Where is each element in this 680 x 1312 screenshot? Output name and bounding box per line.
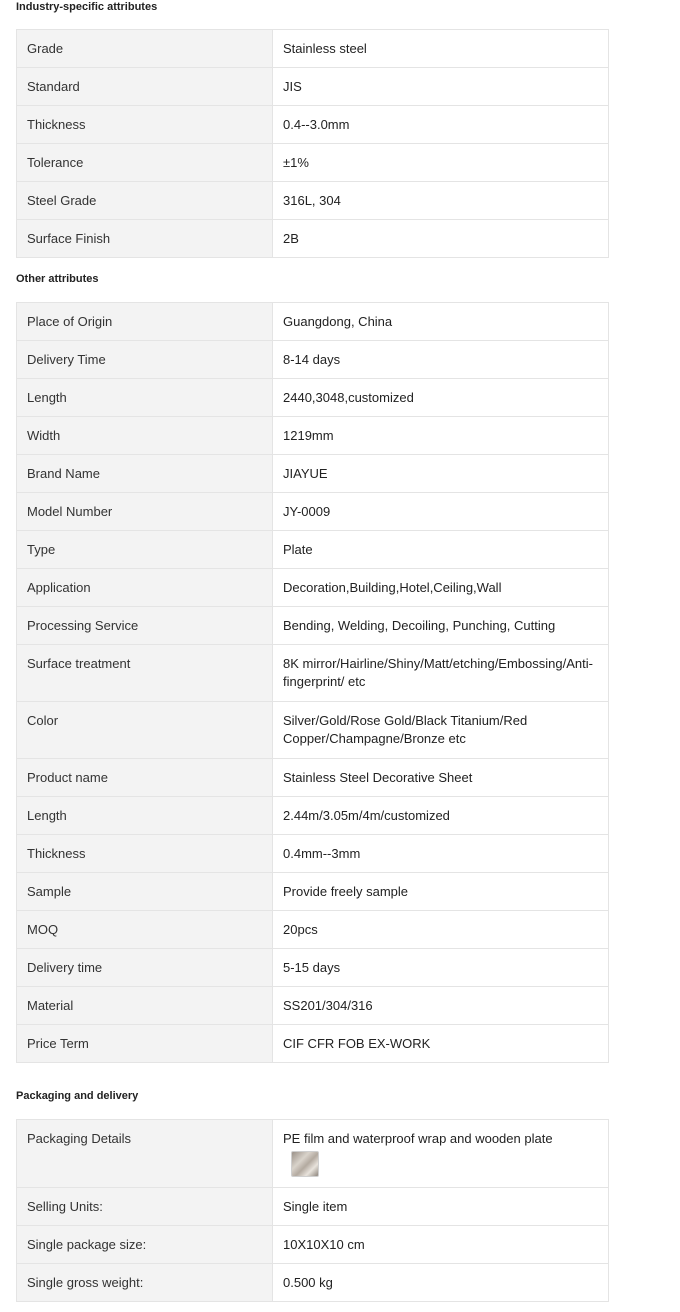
table-row xyxy=(17,873,609,911)
attribute-value: Single item xyxy=(273,1188,609,1226)
attribute-value: Provide freely sample xyxy=(273,873,609,911)
table-row xyxy=(17,702,609,759)
attribute-value: 5-15 days xyxy=(273,949,609,987)
table-row xyxy=(17,835,609,873)
packaging-details-cell xyxy=(273,1120,609,1188)
attribute-label: Packaging Details xyxy=(17,1120,273,1188)
attribute-label: Single gross weight: xyxy=(17,1264,273,1302)
attribute-value: 8-14 days xyxy=(273,341,609,379)
attribute-label: Selling Units: xyxy=(17,1188,273,1226)
attribute-label: Length xyxy=(17,797,273,835)
table-row xyxy=(17,220,609,258)
attribute-value: 10X10X10 cm xyxy=(273,1226,609,1264)
attribute-label: Surface Finish xyxy=(17,220,273,258)
other-attributes-table xyxy=(16,302,609,1063)
attribute-value: 20pcs xyxy=(273,911,609,949)
attribute-value: SS201/304/316 xyxy=(273,987,609,1025)
attribute-label: Thickness xyxy=(17,835,273,873)
table-row xyxy=(17,1264,609,1302)
attribute-label: Standard xyxy=(17,68,273,106)
table-row xyxy=(17,455,609,493)
attribute-label: Surface treatment xyxy=(17,645,273,702)
attribute-value: Plate xyxy=(273,531,609,569)
table-row xyxy=(17,417,609,455)
other-attributes-title: Other attributes xyxy=(16,273,99,285)
table-row xyxy=(17,493,609,531)
attribute-label: Application xyxy=(17,569,273,607)
attribute-label: Width xyxy=(17,417,273,455)
table-row xyxy=(17,182,609,220)
attribute-label: Steel Grade xyxy=(17,182,273,220)
table-row xyxy=(17,911,609,949)
attribute-label: Grade xyxy=(17,30,273,68)
attribute-label: Place of Origin xyxy=(17,303,273,341)
table-row xyxy=(17,1025,609,1063)
attribute-label: Model Number xyxy=(17,493,273,531)
attribute-label: Tolerance xyxy=(17,144,273,182)
attribute-value: JIS xyxy=(273,68,609,106)
industry-attributes-title: Industry-specific attributes xyxy=(16,1,158,13)
attribute-value: 8K mirror/Hairline/Shiny/Matt/etching/Embossing/Anti-fingerprint/ etc xyxy=(273,645,609,702)
table-row xyxy=(17,607,609,645)
attribute-value: Stainless steel xyxy=(273,30,609,68)
attribute-value: Stainless Steel Decorative Sheet xyxy=(273,759,609,797)
table-row xyxy=(17,303,609,341)
attribute-label: Product name xyxy=(17,759,273,797)
attribute-label: Color xyxy=(17,702,273,759)
attribute-label: MOQ xyxy=(17,911,273,949)
table-row xyxy=(17,797,609,835)
attribute-label: Single package size: xyxy=(17,1226,273,1264)
attribute-label: Price Term xyxy=(17,1025,273,1063)
attribute-value: PE film and waterproof wrap and wooden plate xyxy=(283,1131,553,1146)
attribute-label: Sample xyxy=(17,873,273,911)
attribute-label: Material xyxy=(17,987,273,1025)
attribute-label: Processing Service xyxy=(17,607,273,645)
table-row xyxy=(17,379,609,417)
industry-attributes-table xyxy=(16,29,609,258)
attribute-value: Guangdong, China xyxy=(273,303,609,341)
table-row xyxy=(17,1226,609,1264)
attribute-value: 316L, 304 xyxy=(273,182,609,220)
table-row xyxy=(17,68,609,106)
table-row xyxy=(17,949,609,987)
attribute-value: 0.4--3.0mm xyxy=(273,106,609,144)
attribute-value: Decoration,Building,Hotel,Ceiling,Wall xyxy=(273,569,609,607)
attribute-value: 0.500 kg xyxy=(273,1264,609,1302)
attribute-label: Type xyxy=(17,531,273,569)
table-row xyxy=(17,1120,609,1188)
attribute-value: JY-0009 xyxy=(273,493,609,531)
attribute-value: 1219mm xyxy=(273,417,609,455)
attribute-value: Silver/Gold/Rose Gold/Black Titanium/Red Copper/Champagne/Bronze etc xyxy=(273,702,609,759)
attribute-value: CIF CFR FOB EX-WORK xyxy=(273,1025,609,1063)
attribute-value: 2.44m/3.05m/4m/customized xyxy=(273,797,609,835)
table-row xyxy=(17,30,609,68)
table-row xyxy=(17,144,609,182)
table-row xyxy=(17,645,609,702)
attribute-label: Delivery time xyxy=(17,949,273,987)
table-row xyxy=(17,569,609,607)
table-row xyxy=(17,341,609,379)
table-row xyxy=(17,106,609,144)
attribute-value: 0.4mm--3mm xyxy=(273,835,609,873)
table-row xyxy=(17,759,609,797)
packaging-delivery-table xyxy=(16,1119,609,1302)
attribute-value: ±1% xyxy=(273,144,609,182)
attribute-label: Brand Name xyxy=(17,455,273,493)
packaging-delivery-title: Packaging and delivery xyxy=(16,1090,139,1102)
packaging-image-thumbnail[interactable] xyxy=(291,1151,319,1177)
attribute-label: Length xyxy=(17,379,273,417)
table-row xyxy=(17,1188,609,1226)
attribute-value: 2440,3048,customized xyxy=(273,379,609,417)
table-row xyxy=(17,531,609,569)
attribute-value: 2B xyxy=(273,220,609,258)
attribute-label: Delivery Time xyxy=(17,341,273,379)
attribute-label: Thickness xyxy=(17,106,273,144)
attribute-value: Bending, Welding, Decoiling, Punching, Cutting xyxy=(273,607,609,645)
table-row xyxy=(17,987,609,1025)
attribute-value: JIAYUE xyxy=(273,455,609,493)
